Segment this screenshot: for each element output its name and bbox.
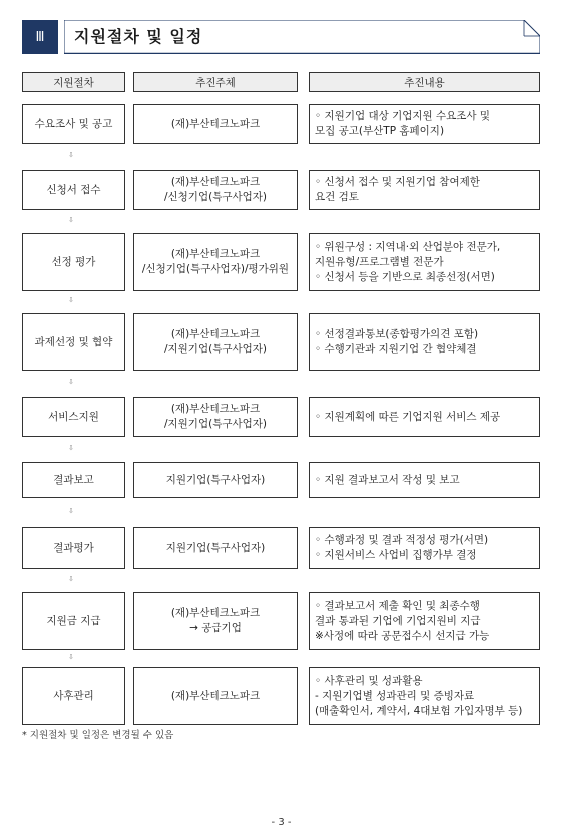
content-line: (매출확인서, 계약서, 4대보험 가입자명부 등) [315,704,523,717]
actor-cell [133,527,298,569]
content-line: ◦ 신청서 등을 기반으로 최종선정(서면) [315,270,495,283]
content-cell [309,667,540,725]
content-line: ◦ 수행과정 및 결과 적정성 평가(서면) [315,534,489,546]
content-line: ◦ 위원구성 : 지역내·외 산업분야 전문가, [315,240,501,253]
section-title-box [64,20,540,54]
step-cell: 수요조사 및 공고 [22,104,125,144]
content-line: ※사정에 따라 공문접수시 선지급 가능 [315,629,490,642]
content-line: ◦ 수행기관과 지원기업 간 협약체결 [315,343,477,355]
section-number-badge: Ⅲ [22,20,58,54]
content-cell [309,233,540,291]
step-cell: 결과평가 [22,527,125,569]
actor-line: /지원기업(특구사업자) [163,418,268,430]
actor-line: (재)부산테크노파크 [170,403,261,415]
content-line: 지원유형/프로그램별 전문가 [315,255,444,268]
section-header [22,20,540,54]
actor-cell [133,170,298,210]
actor-line: (재)부산테크노파크 [170,328,261,340]
actor-cell [133,667,298,725]
footnote: * 지원절차 및 일정은 변경될 수 있음 [22,730,174,741]
content-line: 요건 검토 [315,191,359,203]
step-cell: 신청서 접수 [22,170,125,210]
actor-line: 지원기업(특구사업자) [165,541,266,554]
flow-arrow-icon: ⇩ [68,443,74,452]
actor-cell [133,462,298,498]
content-line: 모집 공고(부산TP 홈페이지) [315,125,445,137]
step-cell: 과제선정 및 협약 [22,313,125,371]
flow-arrow-icon: ⇩ [68,378,74,386]
column-head-content: 추진내용 [309,72,540,92]
content-cell [309,462,540,498]
flow-arrow-icon: ⇩ [68,151,74,159]
actor-cell [133,104,298,144]
content-line: ◦ 지원계획에 따른 기업지원 서비스 제공 [315,410,501,423]
content-line: 결과 통과된 기업에 기업지원비 지급 [315,614,481,627]
actor-cell [133,592,298,650]
actor-line: /지원기업(특구사업자) [163,343,268,355]
column-head-step: 지원절차 [22,72,125,92]
content-cell [309,397,540,437]
actor-line: (재)부산테크노파크 [170,248,261,260]
content-cell [309,527,540,569]
step-cell: 지원금 지급 [22,592,125,650]
actor-line: (재)부산테크노파크 [170,176,261,188]
step-cell: 사후관리 [22,667,125,725]
actor-line: 지원기업(특구사업자) [165,473,266,486]
flow-arrow-icon: ⇩ [68,296,74,304]
content-line: ◦ 지원기업 대상 기업지원 수요조사 및 [315,110,491,122]
section-title: 지원절차 및 일정 [74,27,203,46]
content-line: ◦ 결과보고서 제출 확인 및 최종수행 [315,599,480,612]
content-line: ◦ 지원 결과보고서 작성 및 보고 [315,473,460,486]
content-line: ◦ 지원서비스 사업비 집행가부 결정 [315,549,477,561]
actor-line: (재)부산테크노파크 [170,689,261,702]
column-head-actor: 추진주체 [133,72,298,92]
step-cell: 서비스지원 [22,397,125,437]
content-cell [309,170,540,210]
content-line: ◦ 사후관리 및 성과활용 [315,674,423,687]
actor-cell [133,233,298,291]
content-cell [309,592,540,650]
flow-arrow-icon: ⇩ [68,574,74,583]
actor-cell [133,313,298,371]
content-cell [309,313,540,371]
actor-line: /신청기업(특구사업자)/평가위원 [141,263,290,275]
actor-line: (재)부산테크노파크 [170,117,261,130]
actor-line: /신청기업(특구사업자) [163,191,268,203]
content-line: ◦ 선정결과통보(종합평가의견 포함) [315,328,479,340]
flow-arrow-icon: ⇩ [68,215,74,224]
actor-line: (재)부산테크노파크 [170,607,261,619]
flow-arrow-icon: ⇩ [68,506,74,515]
content-cell [309,104,540,144]
step-cell: 결과보고 [22,462,125,498]
actor-cell [133,397,298,437]
content-line: - 지원기업별 성과관리 및 증빙자료 [315,689,475,702]
flow-arrow-icon: ⇩ [68,652,74,661]
actor-line: → 공급기업 [189,622,242,634]
page-number: - 3 - [271,817,292,828]
content-line: ◦ 신청서 접수 및 지원기업 참여제한 [315,176,480,188]
step-cell: 선정 평가 [22,233,125,291]
